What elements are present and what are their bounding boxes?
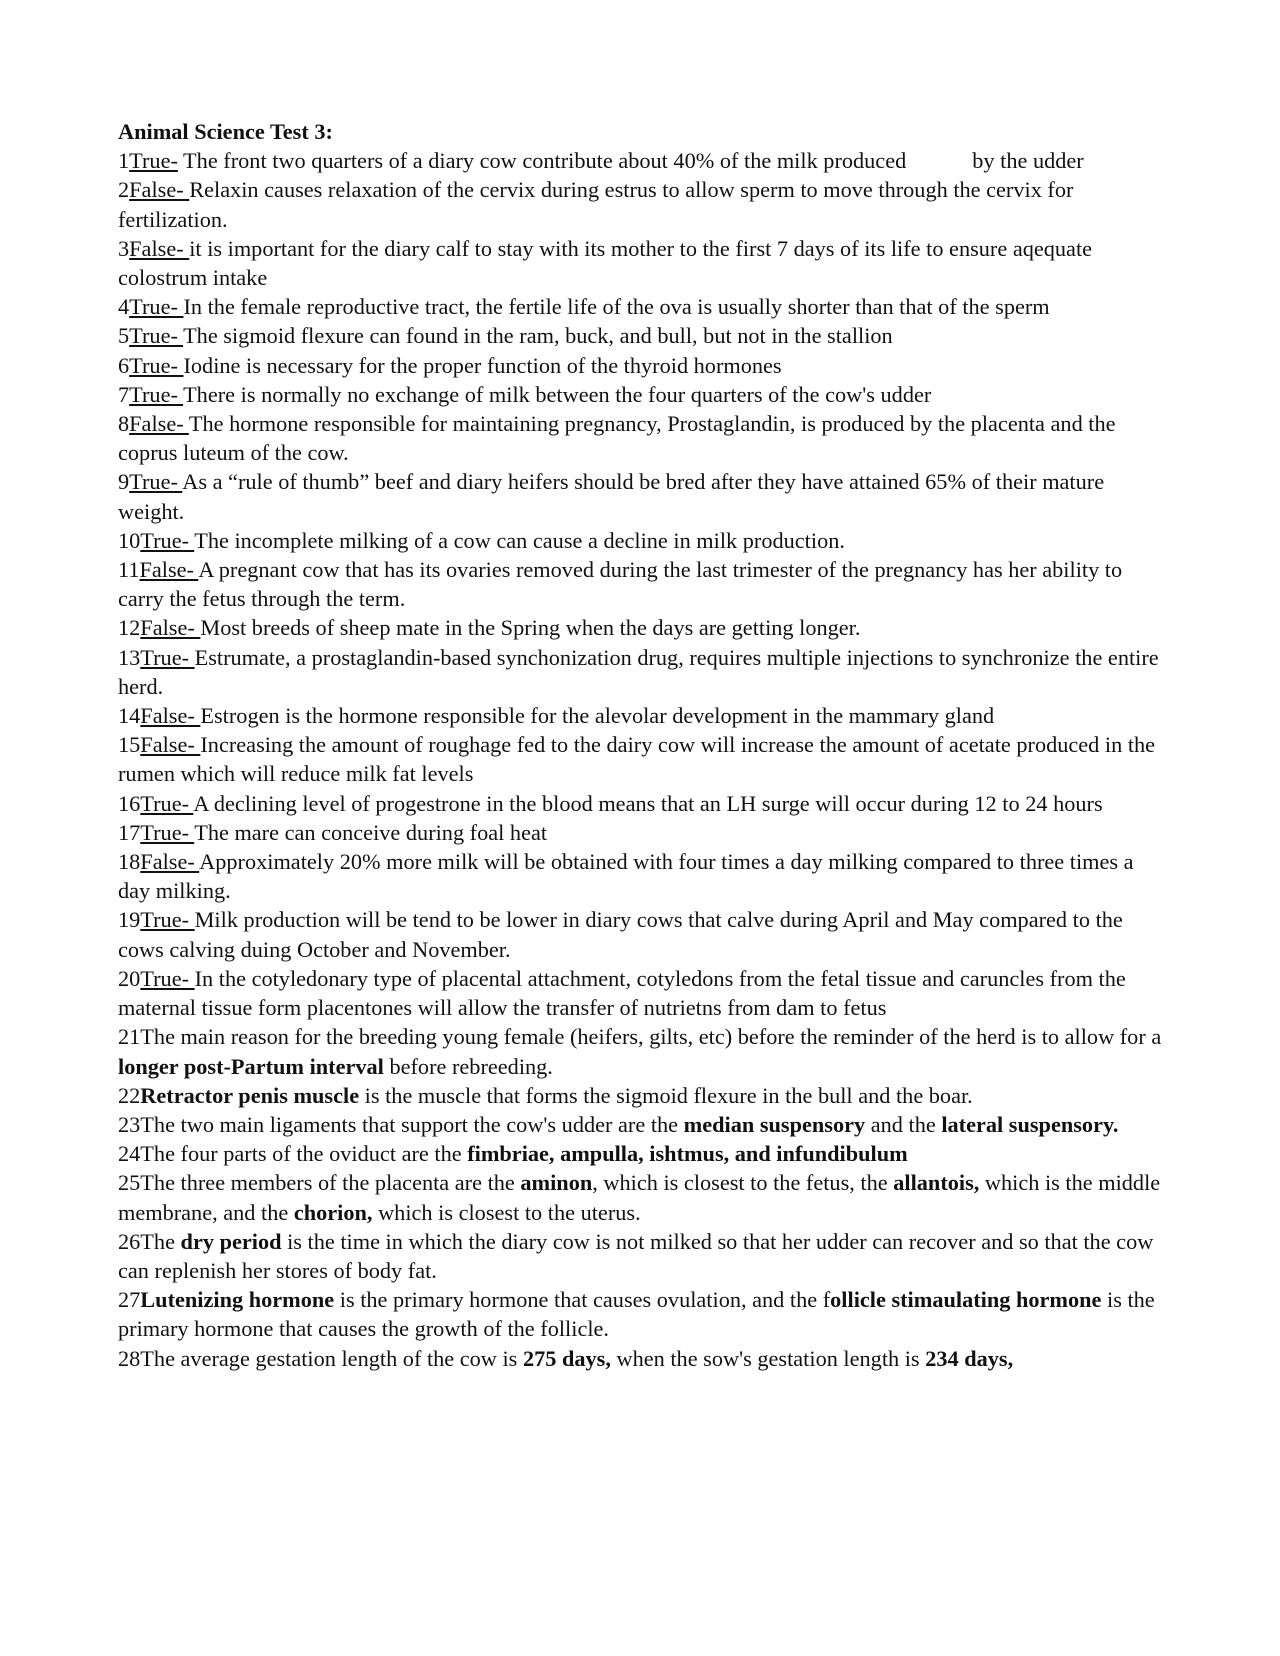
question-2 [118, 175, 1162, 233]
question-number: 7 [118, 381, 130, 407]
question-text: The incomplete milking of a cow can cause a decline in milk production. [194, 527, 845, 553]
answer-label: False- [139, 557, 199, 583]
question-number: 6 [118, 352, 130, 378]
question-24 [118, 1139, 1162, 1168]
question-14 [118, 701, 1162, 730]
answer-label: True- [129, 381, 184, 407]
answer-term: longer post-Partum interval [118, 1053, 384, 1079]
answer-term-2: allantois, [893, 1170, 980, 1196]
question-5 [118, 321, 1162, 350]
answer-term: Lutenizing hormone [140, 1287, 335, 1313]
question-28 [118, 1344, 1162, 1373]
question-text-end: is the primary hormone that causes the growth of the follicle. [118, 1287, 1155, 1342]
question-number: 25 [118, 1170, 141, 1196]
question-number: 18 [118, 849, 141, 875]
question-text: The four parts of the oviduct are the [140, 1141, 468, 1167]
question-number: 15 [118, 732, 141, 758]
question-17 [118, 818, 1162, 847]
question-number: 13 [118, 644, 141, 670]
question-text-end: which is closest to the uterus. [372, 1199, 641, 1225]
answer-label: True- [129, 294, 184, 320]
question-10 [118, 526, 1162, 555]
answer-label: True- [129, 352, 184, 378]
question-13 [118, 643, 1162, 701]
question-text: The two main ligaments that support the cow's udder are the [140, 1111, 684, 1137]
answer-label: True- [129, 148, 178, 174]
question-number: 28 [118, 1345, 141, 1371]
question-number: 27 [118, 1287, 141, 1313]
question-number: 3 [118, 235, 130, 261]
question-number: 2 [118, 177, 130, 203]
answer-label: False- [129, 411, 189, 437]
answer-term-2: ollicle stimaulating hormone [830, 1287, 1102, 1313]
question-text: The average gestation length of the cow is [140, 1345, 523, 1371]
document-page [118, 117, 1162, 1373]
question-9 [118, 467, 1162, 525]
question-number: 22 [118, 1082, 141, 1108]
question-number: 11 [118, 557, 140, 583]
question-text: is the primary hormone that causes ovulation, and the f [334, 1287, 831, 1313]
question-11 [118, 555, 1162, 613]
answer-term-2: 234 days, [925, 1345, 1014, 1371]
answer-label: False- [140, 849, 200, 875]
answer-label: True- [140, 907, 195, 933]
answer-label: True- [140, 965, 195, 991]
question-text: There is normally no exchange of milk between the four quarters of the cow's udder [183, 381, 932, 407]
question-text: The mare can conceive during foal heat [194, 819, 548, 845]
question-6 [118, 351, 1162, 380]
question-number: 14 [118, 703, 141, 729]
question-text: The hormone responsible for maintaining pregnancy, Prostaglandin, is produced by the placenta and the coprus luteum of the cow. [118, 411, 1116, 466]
question-text-mid: when the sow's gestation length is [610, 1345, 926, 1371]
question-text: The front two quarters of a diary cow contribute about 40% of the milk produced [177, 148, 907, 174]
question-number: 10 [118, 527, 141, 553]
question-text: Iodine is necessary for the proper function of the thyroid hormones [183, 352, 782, 378]
question-text: As a “rule of thumb” beef and diary heifers should be bred after they have attained 65% of their mature weight. [118, 469, 1105, 524]
question-text: The three members of the placenta are the [140, 1170, 521, 1196]
question-text: The [140, 1228, 181, 1254]
question-text: Estrumate, a prostaglandin-based synchonization drug, requires multiple injections to synchronize the entire herd. [118, 644, 1159, 699]
question-text-end: before rebreeding. [383, 1053, 553, 1079]
question-number: 9 [118, 469, 130, 495]
answer-label: True- [129, 323, 184, 349]
answer-term: aminon [520, 1170, 593, 1196]
question-23 [118, 1110, 1162, 1139]
answer-label: True- [140, 819, 195, 845]
question-number: 26 [118, 1228, 141, 1254]
question-3 [118, 234, 1162, 292]
question-text: Estrogen is the hormone responsible for the alevolar development in the mammary gland [200, 703, 995, 729]
question-number: 24 [118, 1141, 141, 1167]
question-19 [118, 905, 1162, 963]
question-text-mid: , which is closest to the fetus, the [592, 1170, 894, 1196]
question-number: 12 [118, 615, 141, 641]
question-text-end: is the time in which the diary cow is not milked so that her udder can recover and so that the cow can replenish her stores of body fat. [118, 1228, 1154, 1283]
question-text: Approximately 20% more milk will be obtained with four times a day milking compared to three times a day milking. [118, 849, 1134, 904]
question-7 [118, 380, 1162, 409]
question-text: Most breeds of sheep mate in the Spring when the days are getting longer. [200, 615, 861, 641]
answer-label: False- [140, 703, 201, 729]
question-number: 23 [118, 1111, 141, 1137]
question-27 [118, 1285, 1162, 1343]
question-20 [118, 964, 1162, 1022]
question-number: 16 [118, 790, 141, 816]
answer-label: False- [129, 235, 190, 261]
question-text: Milk production will be tend to be lower in diary cows that calve during April and May compared to the cows calving duing October and November. [118, 907, 1123, 962]
question-22 [118, 1081, 1162, 1110]
question-text: is the muscle that forms the sigmoid flexure in the bull and the boar. [359, 1082, 973, 1108]
question-number: 1 [118, 148, 130, 174]
question-text-continued: by the udder [972, 148, 1084, 174]
answer-label: False- [140, 615, 201, 641]
answer-label: True- [140, 790, 194, 816]
question-number: 20 [118, 965, 141, 991]
question-1 [118, 146, 1162, 175]
question-18 [118, 847, 1162, 905]
question-text: The main reason for the breeding young female (heifers, gilts, etc) before the reminder of the herd is to allow for a [140, 1024, 1162, 1050]
answer-term: fimbriae, ampulla, ishtmus, and infundibulum [467, 1141, 908, 1167]
question-12 [118, 613, 1162, 642]
question-text: Relaxin causes relaxation of the cervix during estrus to allow sperm to move through the cervix for fertilization. [118, 177, 1074, 232]
answer-label: True- [140, 527, 195, 553]
question-text-mid: and the [865, 1111, 942, 1137]
question-number: 17 [118, 819, 141, 845]
answer-label: True- [129, 469, 183, 495]
question-text: A pregnant cow that has its ovaries removed during the last trimester of the pregnancy has her ability to carry the fetus through the term. [118, 557, 1123, 612]
question-number: 21 [118, 1024, 141, 1050]
question-text: it is important for the diary calf to stay with its mother to the first 7 days of its life to ensure aqequate colostrum intake [118, 235, 1093, 291]
answer-term: median suspensory [683, 1111, 866, 1137]
question-8 [118, 409, 1162, 467]
answer-term-2: lateral suspensory. [941, 1111, 1119, 1137]
question-text: Increasing the amount of roughage fed to the dairy cow will increase the amount of acetate produced in the rumen which will reduce milk fat levels [118, 732, 1156, 787]
question-4 [118, 292, 1162, 321]
question-text: In the female reproductive tract, the fertile life of the ova is usually shorter than that of the sperm [183, 294, 1050, 320]
question-number: 5 [118, 323, 130, 349]
question-16 [118, 789, 1162, 818]
question-25 [118, 1168, 1162, 1226]
answer-label: False- [129, 177, 190, 203]
question-number: 4 [118, 294, 130, 320]
answer-term: 275 days, [522, 1345, 611, 1371]
question-number: 19 [118, 907, 141, 933]
question-text: In the cotyledonary type of placental attachment, cotyledons from the fetal tissue and caruncles from the maternal tissue form placentones will allow the transfer of nutrietns from dam to fetus [118, 965, 1126, 1021]
document-title: Animal Science Test 3: [118, 119, 333, 144]
question-15 [118, 730, 1162, 788]
question-text: The sigmoid flexure can found in the ram, buck, and bull, but not in the stallion [183, 323, 893, 349]
answer-label: True- [140, 644, 195, 670]
answer-term: Retractor penis muscle [140, 1082, 360, 1108]
answer-label: False- [140, 732, 201, 758]
question-21 [118, 1022, 1162, 1080]
question-26 [118, 1227, 1162, 1285]
question-number: 8 [118, 411, 130, 437]
question-text-mid-2: which is the middle membrane, and the [118, 1170, 1161, 1225]
answer-term: dry period [180, 1228, 282, 1254]
question-text: A declining level of progestrone in the blood means that an LH surge will occur during 12 to 24 hours [193, 790, 1103, 816]
answer-term-3: chorion, [293, 1199, 373, 1225]
